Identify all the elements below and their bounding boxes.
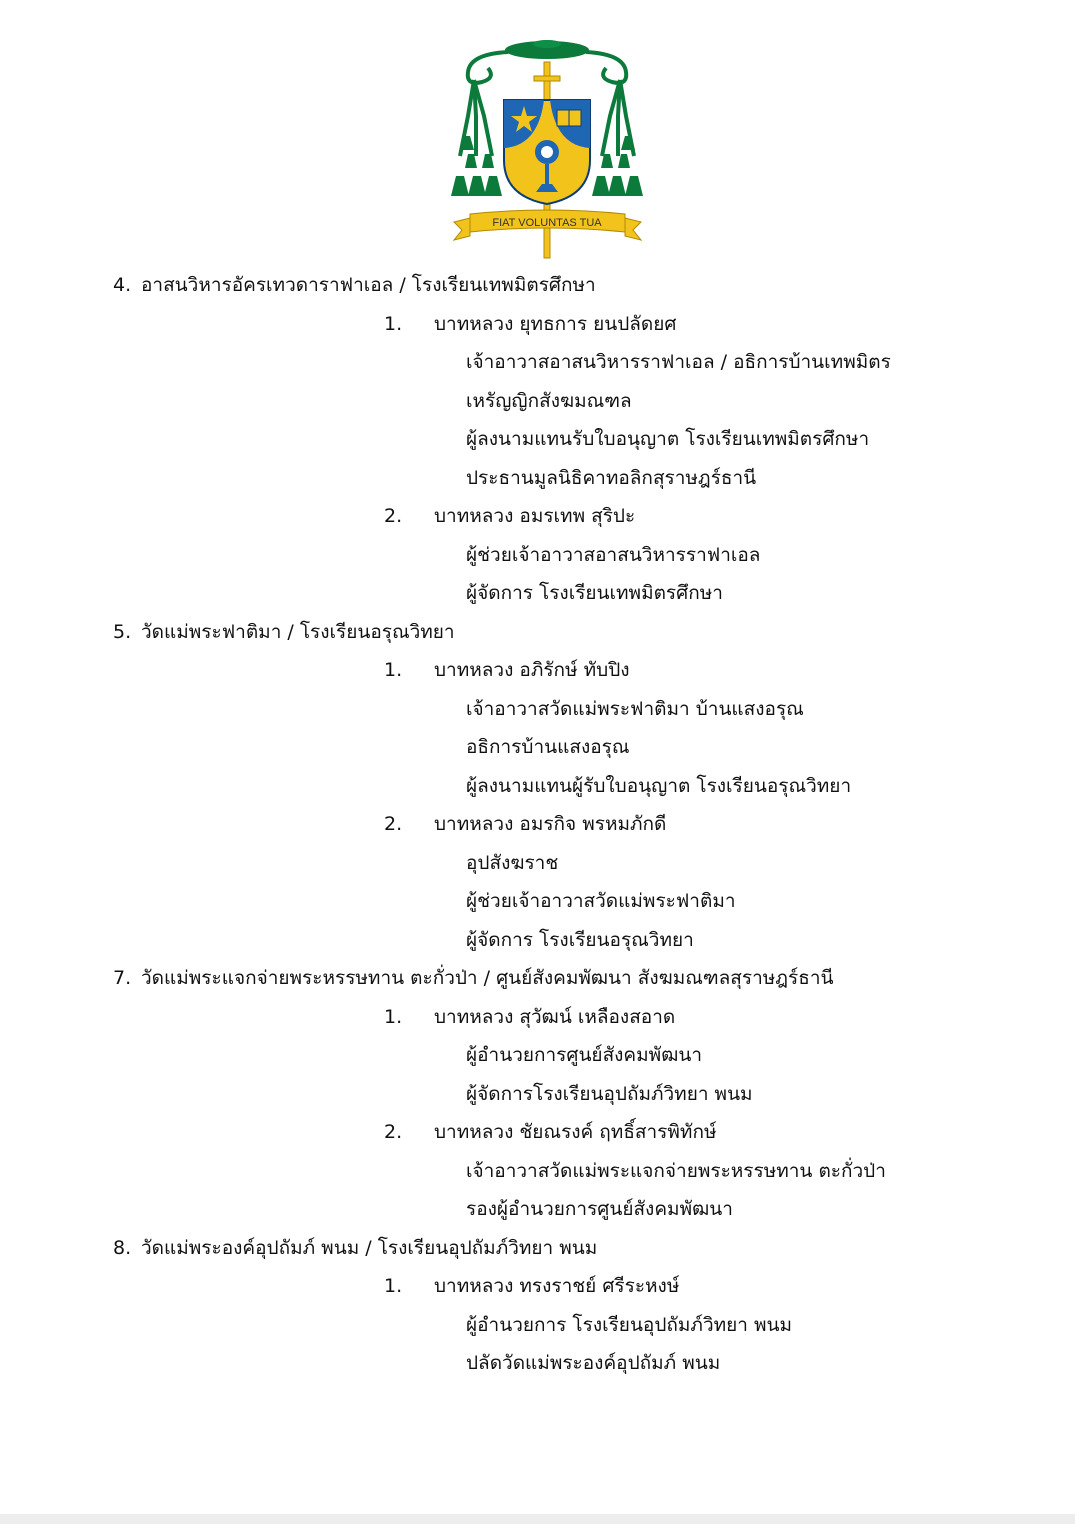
section-heading	[0, 959, 1075, 998]
clergy-name-number: 2.	[384, 505, 403, 527]
clergy-role-text: ผู้ช่วยเจ้าอาวาสอาสนวิหารราฟาเอล	[466, 543, 761, 566]
clergy-role	[0, 728, 1075, 767]
clergy-name-number: 1.	[384, 1275, 403, 1297]
clergy-name-text: บาทหลวง สุวัฒน์ เหลืองสอาด	[434, 1005, 676, 1028]
clergy-name-number: 2.	[384, 813, 403, 835]
clergy-name	[0, 305, 1075, 344]
clergy-role-text: เหรัญญิกสังฆมณฑล	[466, 389, 632, 412]
clergy-name-text: บาทหลวง ทรงราชย์ ศรีระหงษ์	[434, 1275, 680, 1297]
clergy-role-text: ปลัดวัดแม่พระองค์อุปถัมภ์ พนม	[466, 1352, 721, 1374]
clergy-role-text: ประธานมูลนิธิคาทอลิกสุราษฎร์ธานี	[466, 466, 757, 489]
clergy-name	[0, 998, 1075, 1037]
clergy-role	[0, 1075, 1075, 1114]
clergy-role	[0, 1036, 1075, 1075]
clergy-name	[0, 805, 1075, 844]
clergy-role	[0, 382, 1075, 421]
section-heading-text: วัดแม่พระฟาติมา / โรงเรียนอรุณวิทยา	[141, 620, 455, 643]
clergy-role-text: เจ้าอาวาสวัดแม่พระแจกจ่ายพระหรรษทาน ตะกั่วป่า	[466, 1159, 886, 1182]
clergy-name	[0, 651, 1075, 690]
clergy-name-number: 1.	[384, 659, 403, 681]
clergy-role-text: เจ้าอาวาสวัดแม่พระฟาติมา บ้านแสงอรุณ	[466, 697, 804, 720]
clergy-role-text: เจ้าอาวาสอาสนวิหารราฟาเอล / อธิการบ้านเทพมิตร	[466, 351, 891, 373]
bottom-scroll-edge	[0, 1514, 1075, 1524]
clergy-role-text: ผู้ช่วยเจ้าอาวาสวัดแม่พระฟาติมา	[466, 890, 736, 912]
section-heading-text: วัดแม่พระองค์อุปถัมภ์ พนม / โรงเรียนอุปถัมภ์วิทยา พนม	[141, 1236, 598, 1259]
clergy-role	[0, 690, 1075, 729]
clergy-role	[0, 574, 1075, 613]
galero-hat	[505, 40, 589, 59]
clergy-role	[0, 420, 1075, 459]
coat-of-arms	[440, 36, 655, 260]
clergy-name-text: บาทหลวง ยุทธการ ยนปลัดยศ	[434, 312, 677, 335]
motto-text: FIAT VOLUNTAS TUA	[492, 217, 602, 229]
clergy-name-text: บาทหลวง อมรกิจ พรหมภักดี	[434, 813, 667, 835]
clergy-name-number: 2.	[384, 1121, 403, 1143]
section-heading-number: 5.	[113, 620, 132, 643]
clergy-role	[0, 921, 1075, 960]
clergy-role-text: ผู้อำนวยการ โรงเรียนอุปถัมภ์วิทยา พนม	[466, 1313, 793, 1336]
section-heading	[0, 1229, 1075, 1268]
clergy-name	[0, 1113, 1075, 1152]
clergy-list	[0, 266, 1075, 1383]
clergy-name-text: บาทหลวง อภิรักษ์ ทับปิง	[434, 659, 630, 681]
section-heading-number: 7.	[113, 967, 132, 989]
clergy-role-text: ผู้ลงนามแทนผู้รับใบอนุญาต โรงเรียนอรุณวิทยา	[466, 774, 852, 797]
clergy-role	[0, 459, 1075, 498]
clergy-role-text: ผู้จัดการ โรงเรียนเทพมิตรศึกษา	[466, 582, 723, 604]
clergy-role	[0, 844, 1075, 883]
section-heading-text: วัดแม่พระแจกจ่ายพระหรรษทาน ตะกั่วป่า / ศูนย์สังคมพัฒนา สังฆมณฑลสุราษฎร์ธานี	[141, 967, 834, 989]
clergy-role-text: อธิการบ้านแสงอรุณ	[466, 736, 630, 758]
clergy-name-text: บาทหลวง ชัยณรงค์ ฤทธิ์สารพิทักษ์	[434, 1121, 717, 1143]
clergy-role-text: อุปสังฆราช	[466, 851, 559, 874]
clergy-role-text: ผู้จัดการโรงเรียนอุปถัมภ์วิทยา พนม	[466, 1082, 753, 1105]
clergy-role	[0, 536, 1075, 575]
clergy-name-number: 1.	[384, 312, 403, 335]
clergy-role	[0, 343, 1075, 382]
section-heading	[0, 266, 1075, 305]
clergy-role	[0, 767, 1075, 806]
shield	[504, 100, 590, 204]
clergy-name	[0, 497, 1075, 536]
clergy-name	[0, 1267, 1075, 1306]
clergy-role-text: ผู้อำนวยการศูนย์สังคมพัฒนา	[466, 1044, 703, 1066]
clergy-role	[0, 1344, 1075, 1383]
clergy-role-text: ผู้จัดการ โรงเรียนอรุณวิทยา	[466, 928, 694, 951]
clergy-name-number: 1.	[384, 1005, 403, 1028]
section-heading	[0, 613, 1075, 652]
clergy-role	[0, 1306, 1075, 1345]
clergy-name-text: บาทหลวง อมรเทพ สุริปะ	[434, 505, 636, 527]
clergy-role-text: ผู้ลงนามแทนรับใบอนุญาต โรงเรียนเทพมิตรศึกษา	[466, 428, 870, 450]
clergy-role	[0, 882, 1075, 921]
clergy-role	[0, 1152, 1075, 1191]
section-heading-text: อาสนวิหารอัครเทวดาราฟาเอล / โรงเรียนเทพมิตรศึกษา	[141, 274, 596, 296]
clergy-role-text: รองผู้อำนวยการศูนย์สังคมพัฒนา	[466, 1198, 733, 1220]
clergy-role	[0, 1190, 1075, 1229]
section-heading-number: 8.	[113, 1236, 132, 1259]
section-heading-number: 4.	[113, 274, 132, 296]
